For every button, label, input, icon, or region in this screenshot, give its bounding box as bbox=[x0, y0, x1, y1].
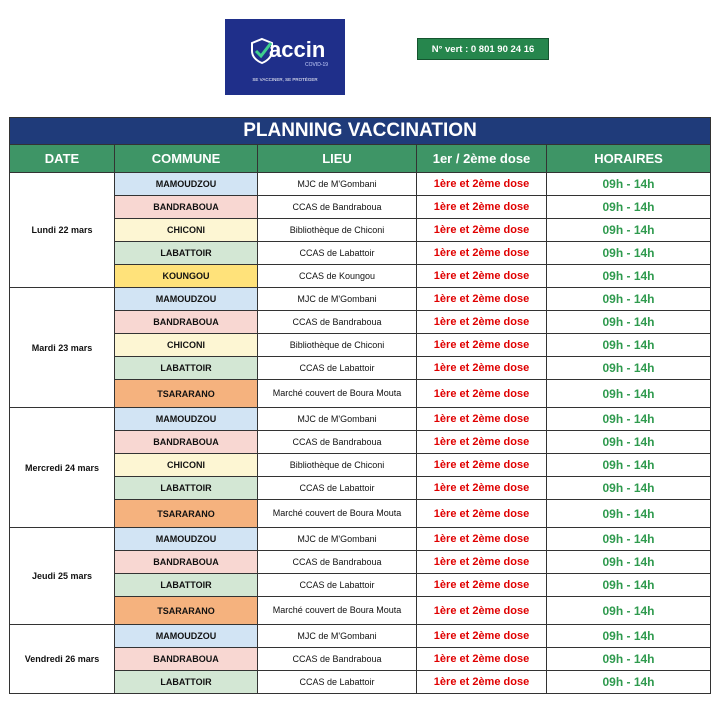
table-row bbox=[10, 528, 711, 551]
commune-cell: LABATTOIR bbox=[115, 574, 258, 597]
lieu-cell: Bibliothèque de Chiconi bbox=[258, 454, 417, 477]
dose-cell: 1ère et 2ème dose bbox=[417, 265, 547, 288]
table-row bbox=[10, 574, 711, 597]
lieu-cell: MJC de M'Gombani bbox=[258, 528, 417, 551]
lieu-cell: CCAS de Bandraboua bbox=[258, 648, 417, 671]
hours-cell: 09h - 14h bbox=[547, 196, 711, 219]
vaccin-covid-logo bbox=[225, 19, 345, 95]
lieu-cell: CCAS de Bandraboua bbox=[258, 431, 417, 454]
commune-cell: LABATTOIR bbox=[115, 477, 258, 500]
table-row bbox=[10, 454, 711, 477]
dose-cell: 1ère et 2ème dose bbox=[417, 219, 547, 242]
hours-cell: 09h - 14h bbox=[547, 551, 711, 574]
logo-brand: accin bbox=[269, 37, 326, 62]
column-header: COMMUNE bbox=[115, 145, 258, 173]
dose-cell: 1ère et 2ème dose bbox=[417, 173, 547, 196]
commune-cell: MAMOUDZOU bbox=[115, 288, 258, 311]
commune-cell: TSARARANO bbox=[115, 500, 258, 528]
lieu-cell: CCAS de Labattoir bbox=[258, 242, 417, 265]
commune-cell: MAMOUDZOU bbox=[115, 625, 258, 648]
hours-cell: 09h - 14h bbox=[547, 648, 711, 671]
table-row bbox=[10, 597, 711, 625]
lieu-cell: MJC de M'Gombani bbox=[258, 173, 417, 196]
commune-cell: BANDRABOUA bbox=[115, 196, 258, 219]
lieu-cell: Bibliothèque de Chiconi bbox=[258, 219, 417, 242]
commune-cell: MAMOUDZOU bbox=[115, 173, 258, 196]
lieu-cell: CCAS de Labattoir bbox=[258, 574, 417, 597]
dose-cell: 1ère et 2ème dose bbox=[417, 334, 547, 357]
hours-cell: 09h - 14h bbox=[547, 671, 711, 694]
hours-cell: 09h - 14h bbox=[547, 242, 711, 265]
hours-cell: 09h - 14h bbox=[547, 431, 711, 454]
commune-cell: LABATTOIR bbox=[115, 357, 258, 380]
table-row bbox=[10, 196, 711, 219]
commune-cell: CHICONI bbox=[115, 334, 258, 357]
lieu-cell: MJC de M'Gombani bbox=[258, 408, 417, 431]
hours-cell: 09h - 14h bbox=[547, 311, 711, 334]
table-row bbox=[10, 431, 711, 454]
commune-cell: BANDRABOUA bbox=[115, 648, 258, 671]
table-row bbox=[10, 357, 711, 380]
lieu-cell: Marché couvert de Boura Mouta bbox=[258, 380, 417, 408]
hours-cell: 09h - 14h bbox=[547, 173, 711, 196]
hours-cell: 09h - 14h bbox=[547, 625, 711, 648]
table-row bbox=[10, 500, 711, 528]
commune-cell: BANDRABOUA bbox=[115, 311, 258, 334]
date-cell: Jeudi 25 mars bbox=[10, 528, 115, 625]
dose-cell: 1ère et 2ème dose bbox=[417, 311, 547, 334]
commune-cell: CHICONI bbox=[115, 454, 258, 477]
table-row bbox=[10, 648, 711, 671]
commune-cell: TSARARANO bbox=[115, 380, 258, 408]
dose-cell: 1ère et 2ème dose bbox=[417, 242, 547, 265]
lieu-cell: Marché couvert de Boura Mouta bbox=[258, 597, 417, 625]
hours-cell: 09h - 14h bbox=[547, 528, 711, 551]
dose-cell: 1ère et 2ème dose bbox=[417, 380, 547, 408]
dose-cell: 1ère et 2ème dose bbox=[417, 477, 547, 500]
hours-cell: 09h - 14h bbox=[547, 219, 711, 242]
table-row bbox=[10, 265, 711, 288]
table-row bbox=[10, 477, 711, 500]
dose-cell: 1ère et 2ème dose bbox=[417, 357, 547, 380]
table-row bbox=[10, 408, 711, 431]
date-cell: Mercredi 24 mars bbox=[10, 408, 115, 528]
vaccination-schedule-table bbox=[9, 117, 711, 694]
table-row bbox=[10, 219, 711, 242]
dose-cell: 1ère et 2ème dose bbox=[417, 574, 547, 597]
dose-cell: 1ère et 2ème dose bbox=[417, 551, 547, 574]
hours-cell: 09h - 14h bbox=[547, 357, 711, 380]
dose-cell: 1ère et 2ème dose bbox=[417, 625, 547, 648]
column-header: HORAIRES bbox=[547, 145, 711, 173]
hotline-badge: N° vert : 0 801 90 24 16 bbox=[417, 38, 549, 60]
logo-sub: COVID-19 bbox=[305, 62, 329, 68]
lieu-cell: CCAS de Bandraboua bbox=[258, 551, 417, 574]
date-cell: Vendredi 26 mars bbox=[10, 625, 115, 694]
table-row bbox=[10, 380, 711, 408]
column-header: 1er / 2ème dose bbox=[417, 145, 547, 173]
commune-cell: MAMOUDZOU bbox=[115, 528, 258, 551]
lieu-cell: CCAS de Koungou bbox=[258, 265, 417, 288]
table-row bbox=[10, 173, 711, 196]
hours-cell: 09h - 14h bbox=[547, 574, 711, 597]
hours-cell: 09h - 14h bbox=[547, 408, 711, 431]
dose-cell: 1ère et 2ème dose bbox=[417, 196, 547, 219]
date-cell: Mardi 23 mars bbox=[10, 288, 115, 408]
dose-cell: 1ère et 2ème dose bbox=[417, 500, 547, 528]
dose-cell: 1ère et 2ème dose bbox=[417, 431, 547, 454]
table-row bbox=[10, 625, 711, 648]
lieu-cell: MJC de M'Gombani bbox=[258, 625, 417, 648]
hours-cell: 09h - 14h bbox=[547, 477, 711, 500]
table-row bbox=[10, 671, 711, 694]
dose-cell: 1ère et 2ème dose bbox=[417, 288, 547, 311]
table-row bbox=[10, 311, 711, 334]
hours-cell: 09h - 14h bbox=[547, 265, 711, 288]
dose-cell: 1ère et 2ème dose bbox=[417, 408, 547, 431]
logo-tagline: SE VACCINER, SE PROTÉGER bbox=[252, 77, 318, 82]
table-row bbox=[10, 551, 711, 574]
table-row bbox=[10, 242, 711, 265]
lieu-cell: MJC de M'Gombani bbox=[258, 288, 417, 311]
hours-cell: 09h - 14h bbox=[547, 334, 711, 357]
dose-cell: 1ère et 2ème dose bbox=[417, 671, 547, 694]
lieu-cell: Marché couvert de Boura Mouta bbox=[258, 500, 417, 528]
hours-cell: 09h - 14h bbox=[547, 597, 711, 625]
commune-cell: KOUNGOU bbox=[115, 265, 258, 288]
dose-cell: 1ère et 2ème dose bbox=[417, 648, 547, 671]
commune-cell: LABATTOIR bbox=[115, 242, 258, 265]
dose-cell: 1ère et 2ème dose bbox=[417, 454, 547, 477]
commune-cell: BANDRABOUA bbox=[115, 431, 258, 454]
commune-cell: TSARARANO bbox=[115, 597, 258, 625]
commune-cell: LABATTOIR bbox=[115, 671, 258, 694]
table-row bbox=[10, 334, 711, 357]
table-row bbox=[10, 288, 711, 311]
date-cell: Lundi 22 mars bbox=[10, 173, 115, 288]
column-header: LIEU bbox=[258, 145, 417, 173]
commune-cell: BANDRABOUA bbox=[115, 551, 258, 574]
dose-cell: 1ère et 2ème dose bbox=[417, 528, 547, 551]
lieu-cell: CCAS de Bandraboua bbox=[258, 196, 417, 219]
table-title: PLANNING VACCINATION bbox=[10, 118, 711, 145]
lieu-cell: CCAS de Labattoir bbox=[258, 671, 417, 694]
hours-cell: 09h - 14h bbox=[547, 380, 711, 408]
hours-cell: 09h - 14h bbox=[547, 454, 711, 477]
commune-cell: CHICONI bbox=[115, 219, 258, 242]
lieu-cell: Bibliothèque de Chiconi bbox=[258, 334, 417, 357]
commune-cell: MAMOUDZOU bbox=[115, 408, 258, 431]
dose-cell: 1ère et 2ème dose bbox=[417, 597, 547, 625]
lieu-cell: CCAS de Labattoir bbox=[258, 357, 417, 380]
hours-cell: 09h - 14h bbox=[547, 288, 711, 311]
lieu-cell: CCAS de Labattoir bbox=[258, 477, 417, 500]
lieu-cell: CCAS de Bandraboua bbox=[258, 311, 417, 334]
hours-cell: 09h - 14h bbox=[547, 500, 711, 528]
column-header: DATE bbox=[10, 145, 115, 173]
